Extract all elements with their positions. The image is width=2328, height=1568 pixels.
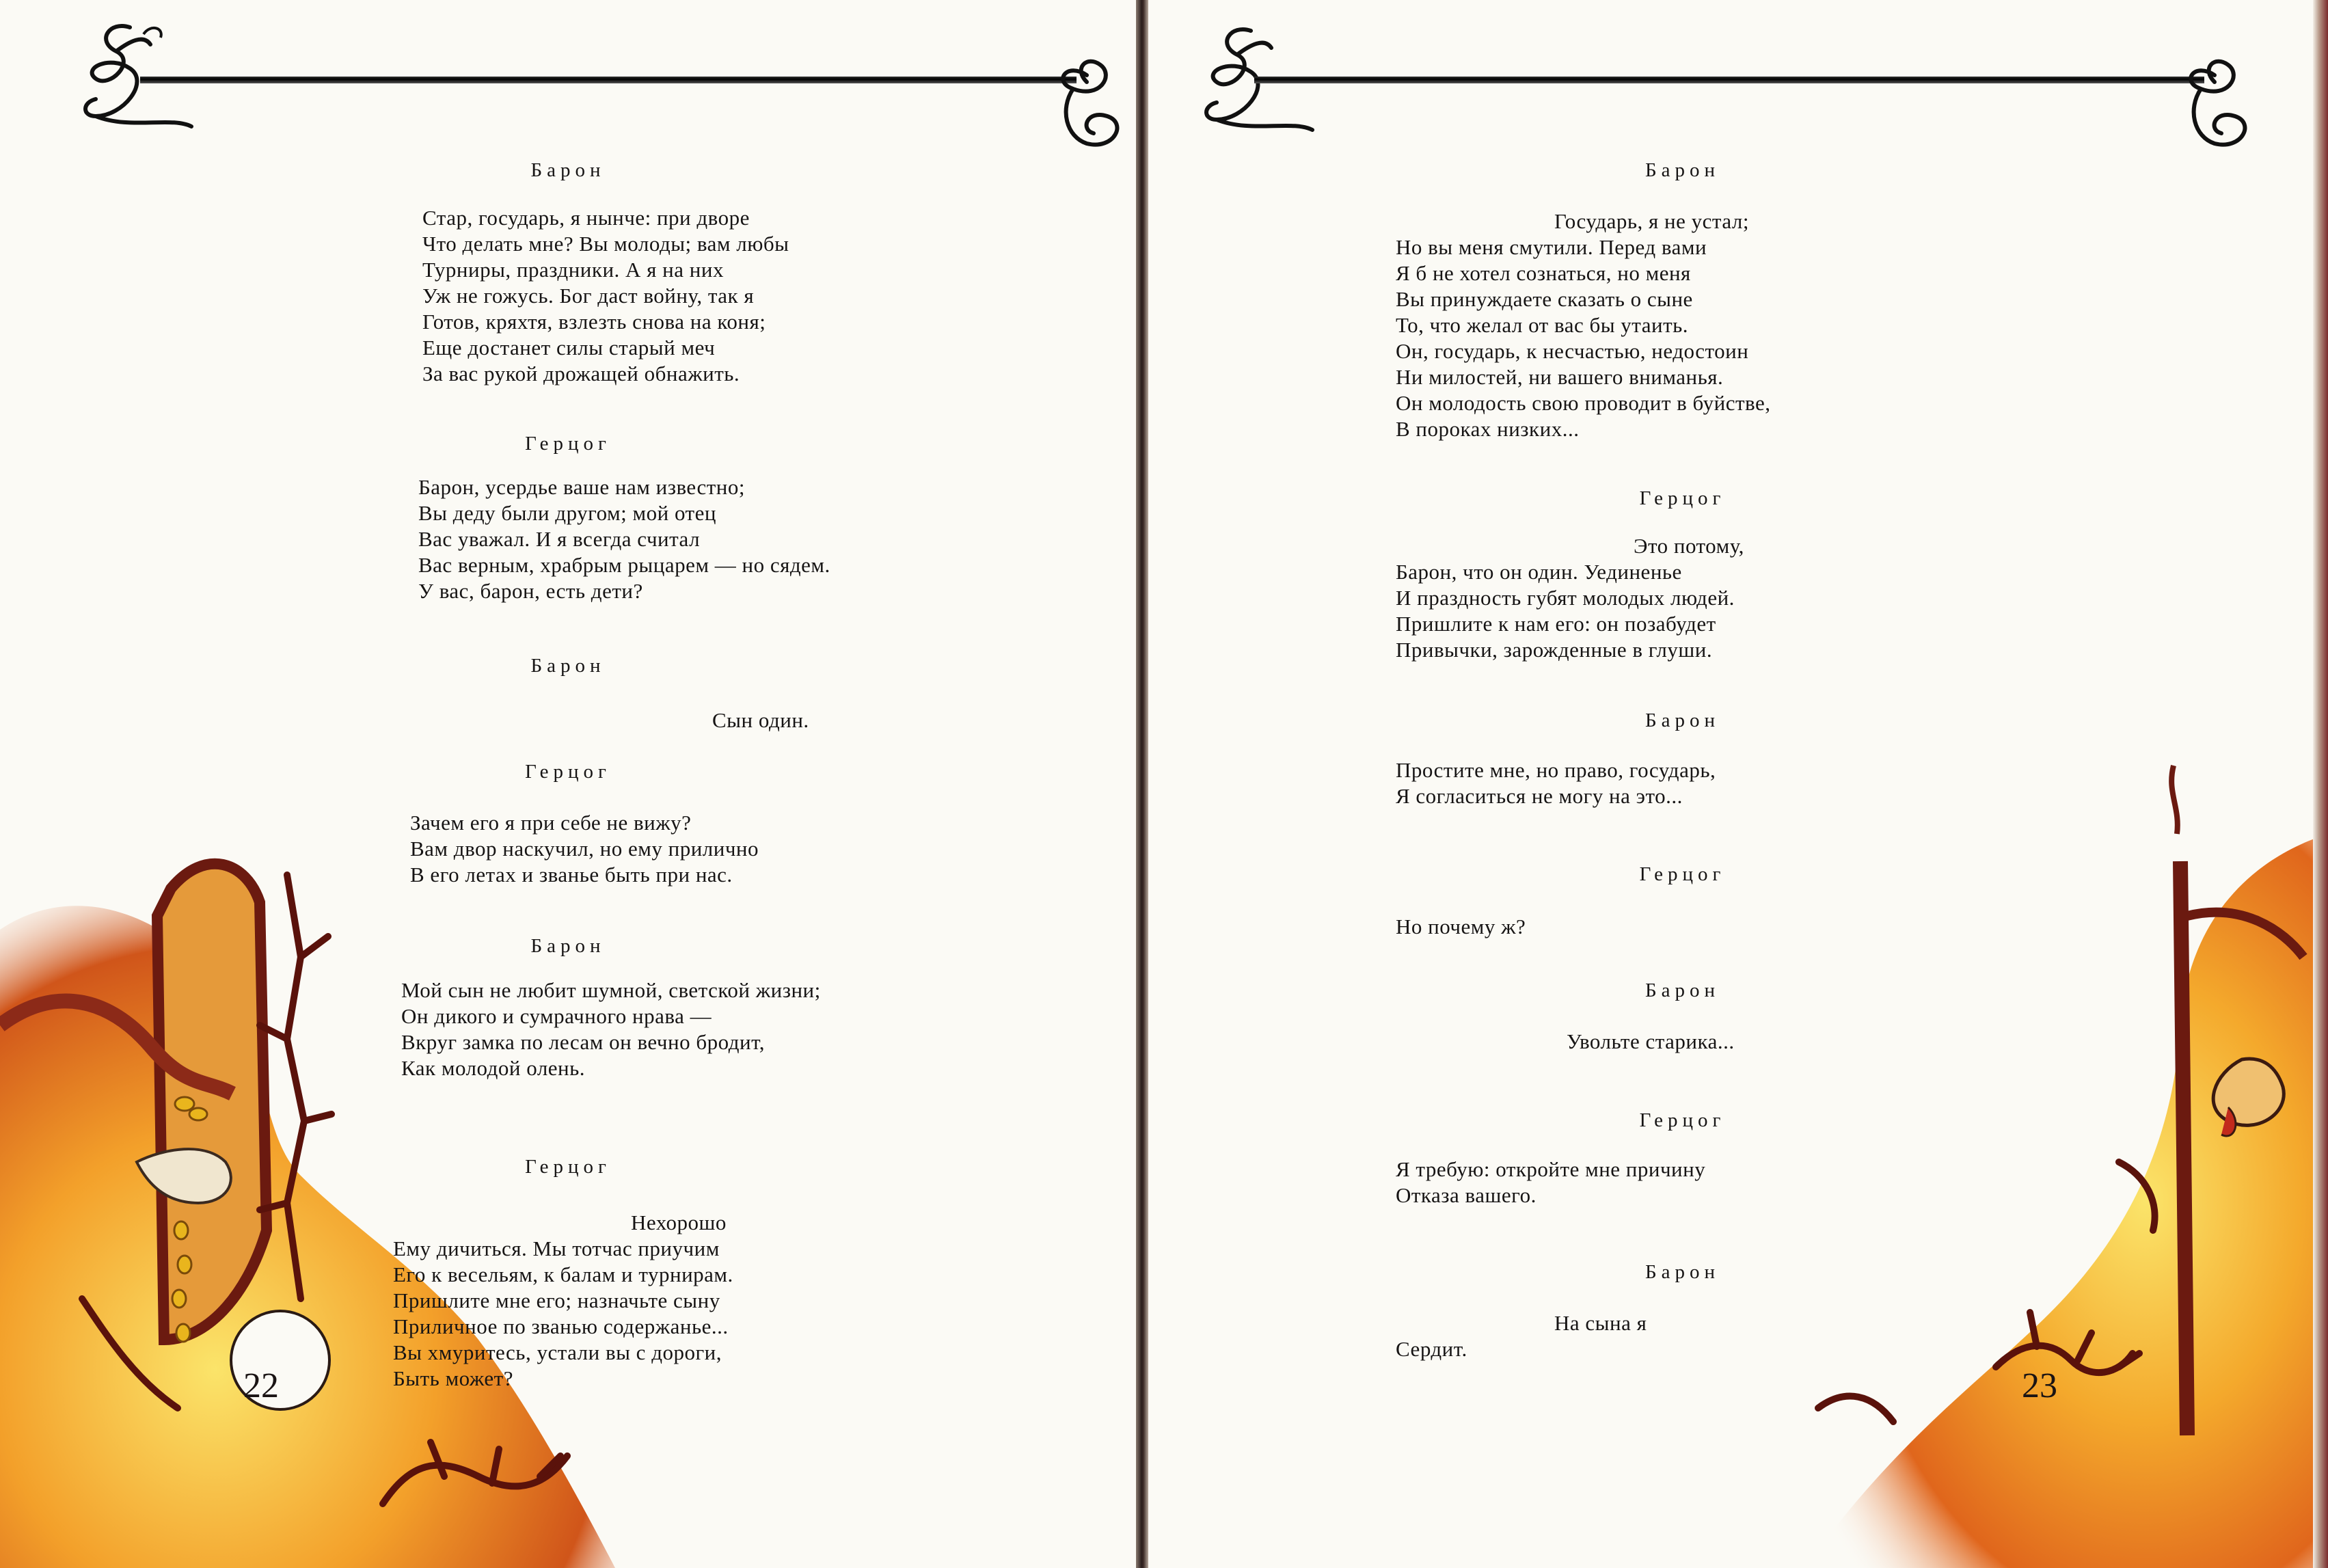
verse-line: Привычки, зарожденные в глуши. bbox=[1396, 638, 1713, 662]
verse-line: На сына я bbox=[1554, 1311, 1647, 1335]
header-rule-left bbox=[140, 77, 1077, 83]
verse-line: Это потому, bbox=[1634, 534, 1744, 558]
speaker-label: Барон bbox=[530, 159, 606, 181]
book-gutter bbox=[1136, 0, 1148, 1568]
verse-line: Вкруг замка по лесам он вечно бродит, bbox=[401, 1030, 766, 1054]
page-number-left: 22 bbox=[243, 1366, 279, 1405]
verse-line: Его к весельям, к балам и турнирам. bbox=[393, 1262, 733, 1286]
speaker-label: Герцог bbox=[525, 433, 611, 455]
verse-line: Стар, государь, я нынче: при дворе bbox=[422, 206, 750, 230]
speaker-label: Герцог bbox=[525, 1156, 611, 1178]
speaker-label: Герцог bbox=[1639, 487, 1726, 509]
verse-line: Зачем его я при себе не вижу? bbox=[410, 811, 692, 835]
verse-line: Вас уважал. И я всегда считал bbox=[418, 527, 701, 551]
verse-line: Еще достанет силы старый меч bbox=[422, 336, 716, 360]
speaker-label: Барон bbox=[1645, 1261, 1720, 1283]
verse-line: Уж не гожусь. Бог даст войну, так я bbox=[422, 284, 755, 308]
verse-line: Государь, я не устал; bbox=[1554, 209, 1749, 233]
page-edge bbox=[2313, 0, 2328, 1568]
verse-line: У вас, барон, есть дети? bbox=[418, 579, 643, 603]
verse-line: Мой сын не любит шумной, светской жизни; bbox=[401, 978, 821, 1002]
verse-line: Что делать мне? Вы молоды; вам любы bbox=[422, 232, 789, 256]
verse-line: За вас рукой дрожащей обнажить. bbox=[422, 362, 740, 386]
verse-line: Он молодость свою проводит в буйстве, bbox=[1396, 391, 1771, 415]
verse-line: Пришлите к нам его: он позабудет bbox=[1396, 612, 1716, 636]
verse-line: Сердит. bbox=[1396, 1337, 1467, 1361]
verse-line: Как молодой олень. bbox=[401, 1056, 586, 1080]
verse-line: Вас верным, храбрым рыцарем — но сядем. bbox=[418, 553, 830, 577]
verse-line: Увольте старика... bbox=[1567, 1029, 1735, 1053]
verse-line: Ему дичиться. Мы тотчас приучим bbox=[393, 1236, 720, 1260]
speaker-label: Барон bbox=[1645, 709, 1720, 731]
verse-line: Готов, кряхтя, взлезть снова на коня; bbox=[422, 310, 766, 334]
header-flourish-left-icon bbox=[68, 14, 232, 137]
speaker-label: Барон bbox=[530, 935, 606, 957]
verse-line: То, что желал от вас бы утаить. bbox=[1396, 313, 1689, 337]
header-flourish-right-icon bbox=[1046, 48, 1136, 164]
verse-line: Он, государь, к несчастью, недостоин bbox=[1396, 339, 1749, 363]
header-rule-right bbox=[1254, 77, 2204, 83]
verse-line: Вы деду были другом; мой отец bbox=[418, 501, 716, 525]
verse-line: Быть может? bbox=[393, 1366, 513, 1390]
header-flourish-right-icon bbox=[2174, 48, 2269, 164]
left-page bbox=[0, 0, 1136, 1568]
verse-line: Вам двор наскучил, но ему прилично bbox=[410, 837, 759, 861]
page-number-right: 23 bbox=[2022, 1366, 2057, 1405]
verse-line: Ни милостей, ни вашего вниманья. bbox=[1396, 365, 1724, 389]
speaker-label: Барон bbox=[530, 655, 606, 677]
verse-line: В пороках низких... bbox=[1396, 417, 1580, 441]
speaker-label: Герцог bbox=[525, 761, 611, 783]
verse-line: Вы принуждаете сказать о сыне bbox=[1396, 287, 1693, 311]
verse-line: И праздность губят молодых людей. bbox=[1396, 586, 1735, 610]
verse-line: Турниры, праздники. А я на них bbox=[422, 258, 724, 282]
verse-line: Но вы меня смутили. Перед вами bbox=[1396, 235, 1707, 259]
speaker-label: Барон bbox=[1645, 979, 1720, 1001]
speaker-label: Барон bbox=[1645, 159, 1720, 181]
verse-line: Отказа вашего. bbox=[1396, 1183, 1537, 1207]
verse-line: Вы хмуритесь, устали вы с дороги, bbox=[393, 1340, 722, 1364]
verse-line: Сын один. bbox=[712, 708, 809, 732]
verse-line: В его летах и званье быть при нас. bbox=[410, 863, 733, 887]
verse-line: Барон, что он один. Уединенье bbox=[1396, 560, 1682, 584]
verse-line: Я требую: откройте мне причину bbox=[1396, 1157, 1706, 1181]
verse-line: Пришлите мне его; назначьте сыну bbox=[393, 1288, 720, 1312]
verse-line: Я б не хотел сознаться, но меня bbox=[1396, 261, 1691, 285]
verse-line: Простите мне, но право, государь, bbox=[1396, 758, 1716, 782]
verse-line: Приличное по званью содержанье... bbox=[393, 1314, 729, 1338]
verse-line: Но почему ж? bbox=[1396, 915, 1526, 938]
speaker-label: Герцог bbox=[1639, 1109, 1726, 1131]
verse-line: Он дикого и сумрачного нрава — bbox=[401, 1004, 712, 1028]
verse-line: Я согласиться не могу на это... bbox=[1396, 784, 1683, 808]
verse-line: Барон, усердье ваше нам известно; bbox=[418, 475, 745, 499]
right-page bbox=[1148, 0, 2328, 1568]
verse-line: Нехорошо bbox=[631, 1211, 727, 1234]
speaker-label: Герцог bbox=[1639, 863, 1726, 885]
